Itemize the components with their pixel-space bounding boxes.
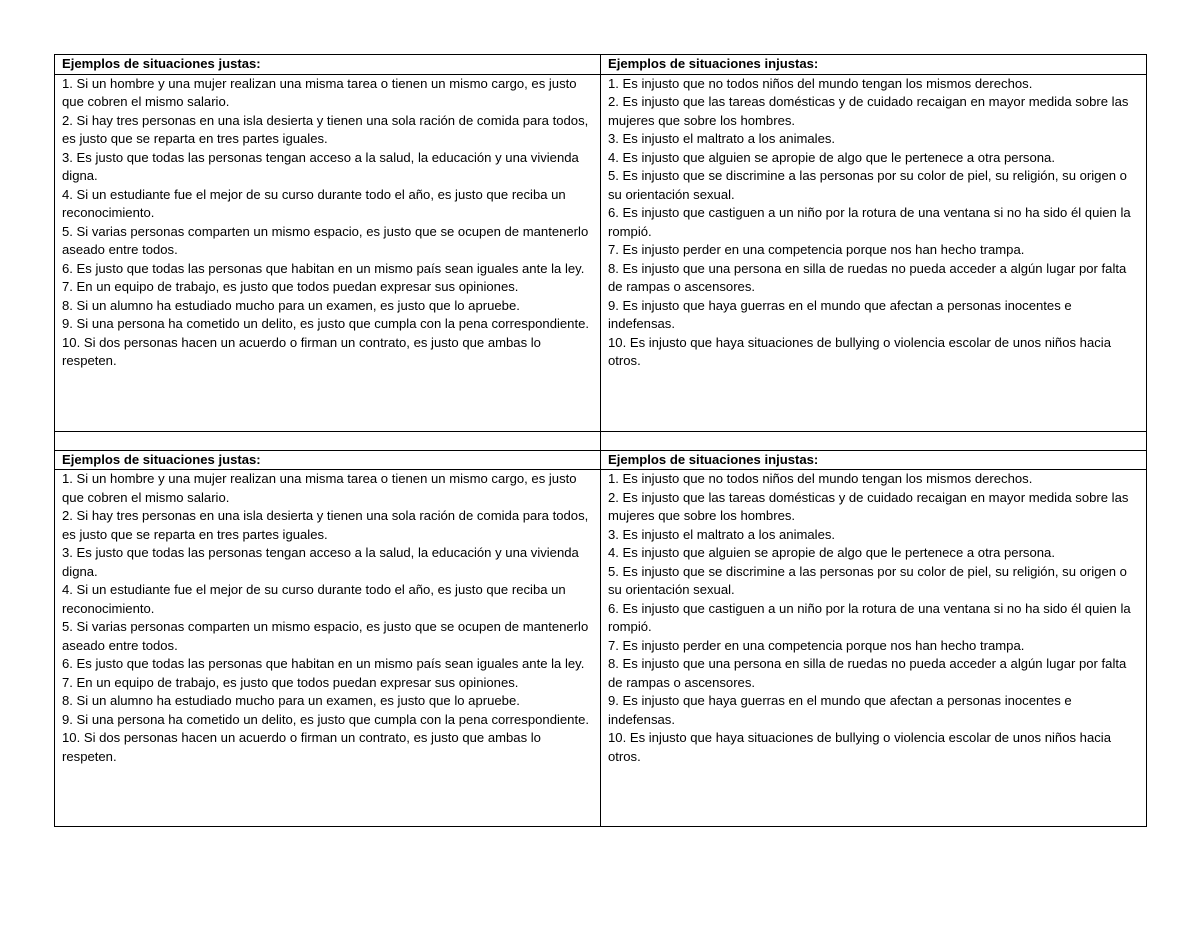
fair-item: 8. Si un alumno ha estudiado mucho para un examen, es justo que lo apruebe. [62,693,520,708]
fair-item: 7. En un equipo de trabajo, es justo que todos puedan expresar sus opiniones. [62,674,519,690]
unfair-item: 10. Es injusto que haya situaciones de bullying o violencia escolar de unos niños hacia otros. [608,334,1111,368]
fair-item: 9. Si una persona ha cometido un delito, es justo que cumpla con la pena correspondiente. [62,316,590,331]
fair-item: 3. Es justo que todas las personas tengan acceso a la salud, la educación y una vivienda digna. [62,149,579,183]
fair-item: 6. Es justo que todas las personas que habitan en un mismo país sean iguales ante la ley. [62,656,585,671]
fair-item: 4. Si un estudiante fue el mejor de su curso durante todo el año, es justo que reciba un reconocimiento. [62,186,566,220]
unfair-item: 6. Es injusto que castiguen a un niño por la rotura de una ventana si no ha sido él quien la rompió. [608,600,1131,634]
unfair-cell [601,470,1147,827]
unfair-item: 3. Es injusto el maltrato a los animales. [608,131,836,146]
fair-item: 5. Si varias personas comparten un mismo espacio, es justo que se ocupen de mantenerlo aseado entre todos. [62,223,589,257]
unfair-item: 9. Es injusto que haya guerras en el mundo que afectan a personas inocentes e indefensas. [608,297,1072,331]
fair-header: Ejemplos de situaciones justas: [55,55,601,75]
header-row [55,55,1147,75]
unfair-item: 10. Es injusto que haya situaciones de bullying o violencia escolar de unos niños hacia otros. [608,730,1111,764]
fair-item: 7. En un equipo de trabajo, es justo que todos puedan expresar sus opiniones. [62,279,519,294]
unfair-item: 7. Es injusto perder en una competencia porque nos han hecho trampa. [608,637,1025,653]
unfair-item: 2. Es injusto que las tareas domésticas y de cuidado recaigan en mayor medida sobre las mujeres que sobre los hombres. [608,489,1129,523]
fair-cell [55,470,601,827]
spacer-cell [55,431,601,450]
unfair-item: 5. Es injusto que se discrimine a las personas por su color de piel, su religión, su origen o su orientación sexual. [608,563,1127,597]
fair-item: 6. Es justo que todas las personas que habitan en un mismo país sean iguales ante la ley. [62,260,585,276]
unfair-cell [601,74,1147,431]
unfair-item: 4. Es injusto que alguien se apropie de algo que le pertenece a otra persona. [608,545,1055,560]
situations-table [54,54,1147,827]
fair-item: 1. Si un hombre y una mujer realizan una misma tarea o tienen un mismo cargo, es justo que cobren el mismo salario. [62,75,577,109]
fair-header: Ejemplos de situaciones justas: [55,450,601,470]
fair-item: 4. Si un estudiante fue el mejor de su curso durante todo el año, es justo que reciba un reconocimiento. [62,582,566,616]
unfair-item: 9. Es injusto que haya guerras en el mundo que afectan a personas inocentes e indefensas. [608,693,1072,727]
fair-cell [55,74,601,431]
fair-item: 9. Si una persona ha cometido un delito, es justo que cumpla con la pena correspondiente. [62,711,590,727]
unfair-item: 5. Es injusto que se discrimine a las personas por su color de piel, su religión, su origen o su orientación sexual. [608,168,1127,202]
spacer-row [55,431,1147,450]
content-row [55,470,1147,827]
fair-item: 3. Es justo que todas las personas tengan acceso a la salud, la educación y una vivienda digna. [62,545,579,579]
fair-item: 5. Si varias personas comparten un mismo espacio, es justo que se ocupen de mantenerlo aseado entre todos. [62,619,589,653]
fair-item: 10. Si dos personas hacen un acuerdo o firman un contrato, es justo que ambas lo respeten. [62,730,541,764]
unfair-item: 4. Es injusto que alguien se apropie de algo que le pertenece a otra persona. [608,149,1055,165]
fair-item: 2. Si hay tres personas en una isla desierta y tienen una sola ración de comida para todos, es justo que se reparta en tres partes iguales. [62,508,589,542]
unfair-item: 8. Es injusto que una persona en silla de ruedas no pueda acceder a algún lugar por falta de rampas o ascensores. [608,656,1127,690]
unfair-item: 8. Es injusto que una persona en silla de ruedas no pueda acceder a algún lugar por falta de rampas o ascensores. [608,260,1127,294]
fair-item: 10. Si dos personas hacen un acuerdo o firman un contrato, es justo que ambas lo respeten. [62,334,541,368]
unfair-item: 2. Es injusto que las tareas domésticas y de cuidado recaigan en mayor medida sobre las mujeres que sobre los hombres. [608,94,1129,128]
content-row [55,74,1147,431]
unfair-item: 7. Es injusto perder en una competencia porque nos han hecho trampa. [608,242,1025,257]
unfair-item: 3. Es injusto el maltrato a los animales. [608,526,836,542]
unfair-item: 1. Es injusto que no todos niños del mundo tengan los mismos derechos. [608,471,1033,486]
unfair-header: Ejemplos de situaciones injustas: [601,450,1147,470]
unfair-item: 6. Es injusto que castiguen a un niño por la rotura de una ventana si no ha sido él quien la rompió. [608,205,1131,239]
fair-item: 1. Si un hombre y una mujer realizan una misma tarea o tienen un mismo cargo, es justo que cobren el mismo salario. [62,471,577,505]
header-row [55,450,1147,470]
unfair-item: 1. Es injusto que no todos niños del mundo tengan los mismos derechos. [608,75,1033,91]
fair-item: 8. Si un alumno ha estudiado mucho para un examen, es justo que lo apruebe. [62,297,520,313]
unfair-header: Ejemplos de situaciones injustas: [601,55,1147,75]
spacer-cell [601,431,1147,450]
fair-item: 2. Si hay tres personas en una isla desierta y tienen una sola ración de comida para todos, es justo que se reparta en tres partes iguales. [62,112,589,146]
